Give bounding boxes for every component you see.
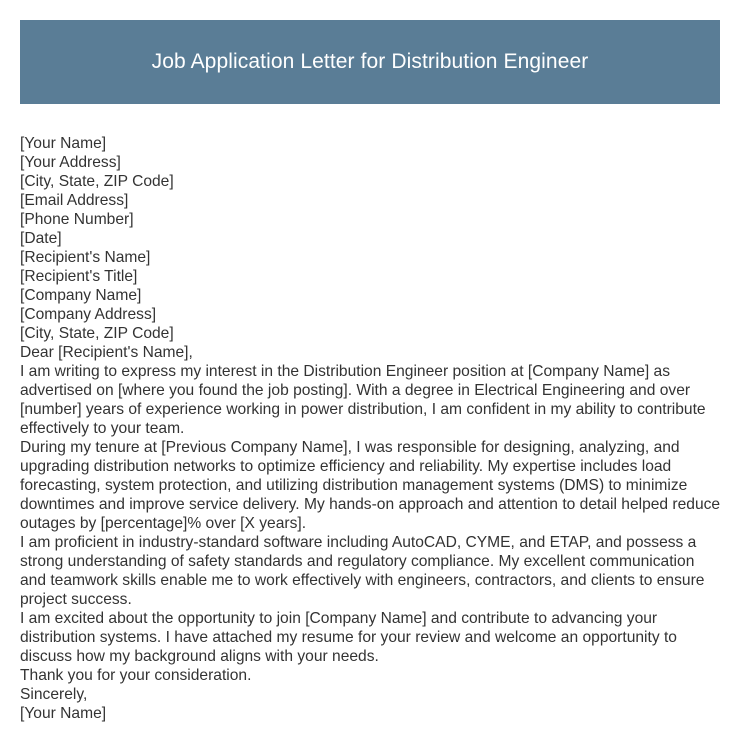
paragraph-thanks: Thank you for your consideration. — [20, 667, 252, 684]
signature: [Your Name] — [20, 705, 107, 722]
sender-address: [Your Address] — [20, 154, 121, 171]
letter-date: [Date] — [20, 230, 62, 247]
sender-name: [Your Name] — [20, 135, 107, 152]
header-banner — [20, 20, 720, 104]
recipient-company-address: [Company Address] — [20, 306, 157, 323]
closing: Sincerely, — [20, 686, 88, 703]
sender-email: [Email Address] — [20, 192, 129, 209]
paragraph-experience: During my tenure at [Previous Company Name], I was responsible for designing, analyzing, and upgrading distribution networks to optimize efficiency and reliability. My expertise includes load forecasting, system protection, and utilizing distribution management systems (DMS) to minimize downtimes and improve service delivery. My hands-on approach and attention to detail helped reduce outages by [percentage]% over [X years]. — [20, 439, 721, 532]
paragraph-closing-pitch: I am excited about the opportunity to join [Company Name] and contribute to advancing your distribution systems. I have attached my resume for your review and welcome an opportunity to discuss how my background aligns with your needs. — [20, 610, 677, 665]
page-title: Job Application Letter for Distribution Engineer — [151, 50, 589, 73]
salutation: Dear [Recipient's Name], — [20, 344, 193, 361]
paragraph-skills: I am proficient in industry-standard software including AutoCAD, CYME, and ETAP, and possess a strong understanding of safety standards and regulatory compliance. My excellent communication and teamwork skills enable me to work effectively with engineers, contractors, and clients to ensure project success. — [20, 534, 705, 608]
letter-body — [20, 134, 724, 723]
sender-block — [20, 134, 724, 248]
sender-phone: [Phone Number] — [20, 211, 134, 228]
recipient-block — [20, 248, 724, 343]
paragraph-intro: I am writing to express my interest in the Distribution Engineer position at [Company Name] as advertised on [where you found the job posting]. With a degree in Electrical Engineering and over [number] years of experience working in power distribution, I am confident in my ability to contribute effectively to your team. — [20, 363, 706, 437]
recipient-city-state-zip: [City, State, ZIP Code] — [20, 325, 174, 342]
recipient-company: [Company Name] — [20, 287, 142, 304]
recipient-name: [Recipient's Name] — [20, 249, 151, 266]
sender-city-state-zip: [City, State, ZIP Code] — [20, 173, 174, 190]
recipient-title: [Recipient's Title] — [20, 268, 138, 285]
